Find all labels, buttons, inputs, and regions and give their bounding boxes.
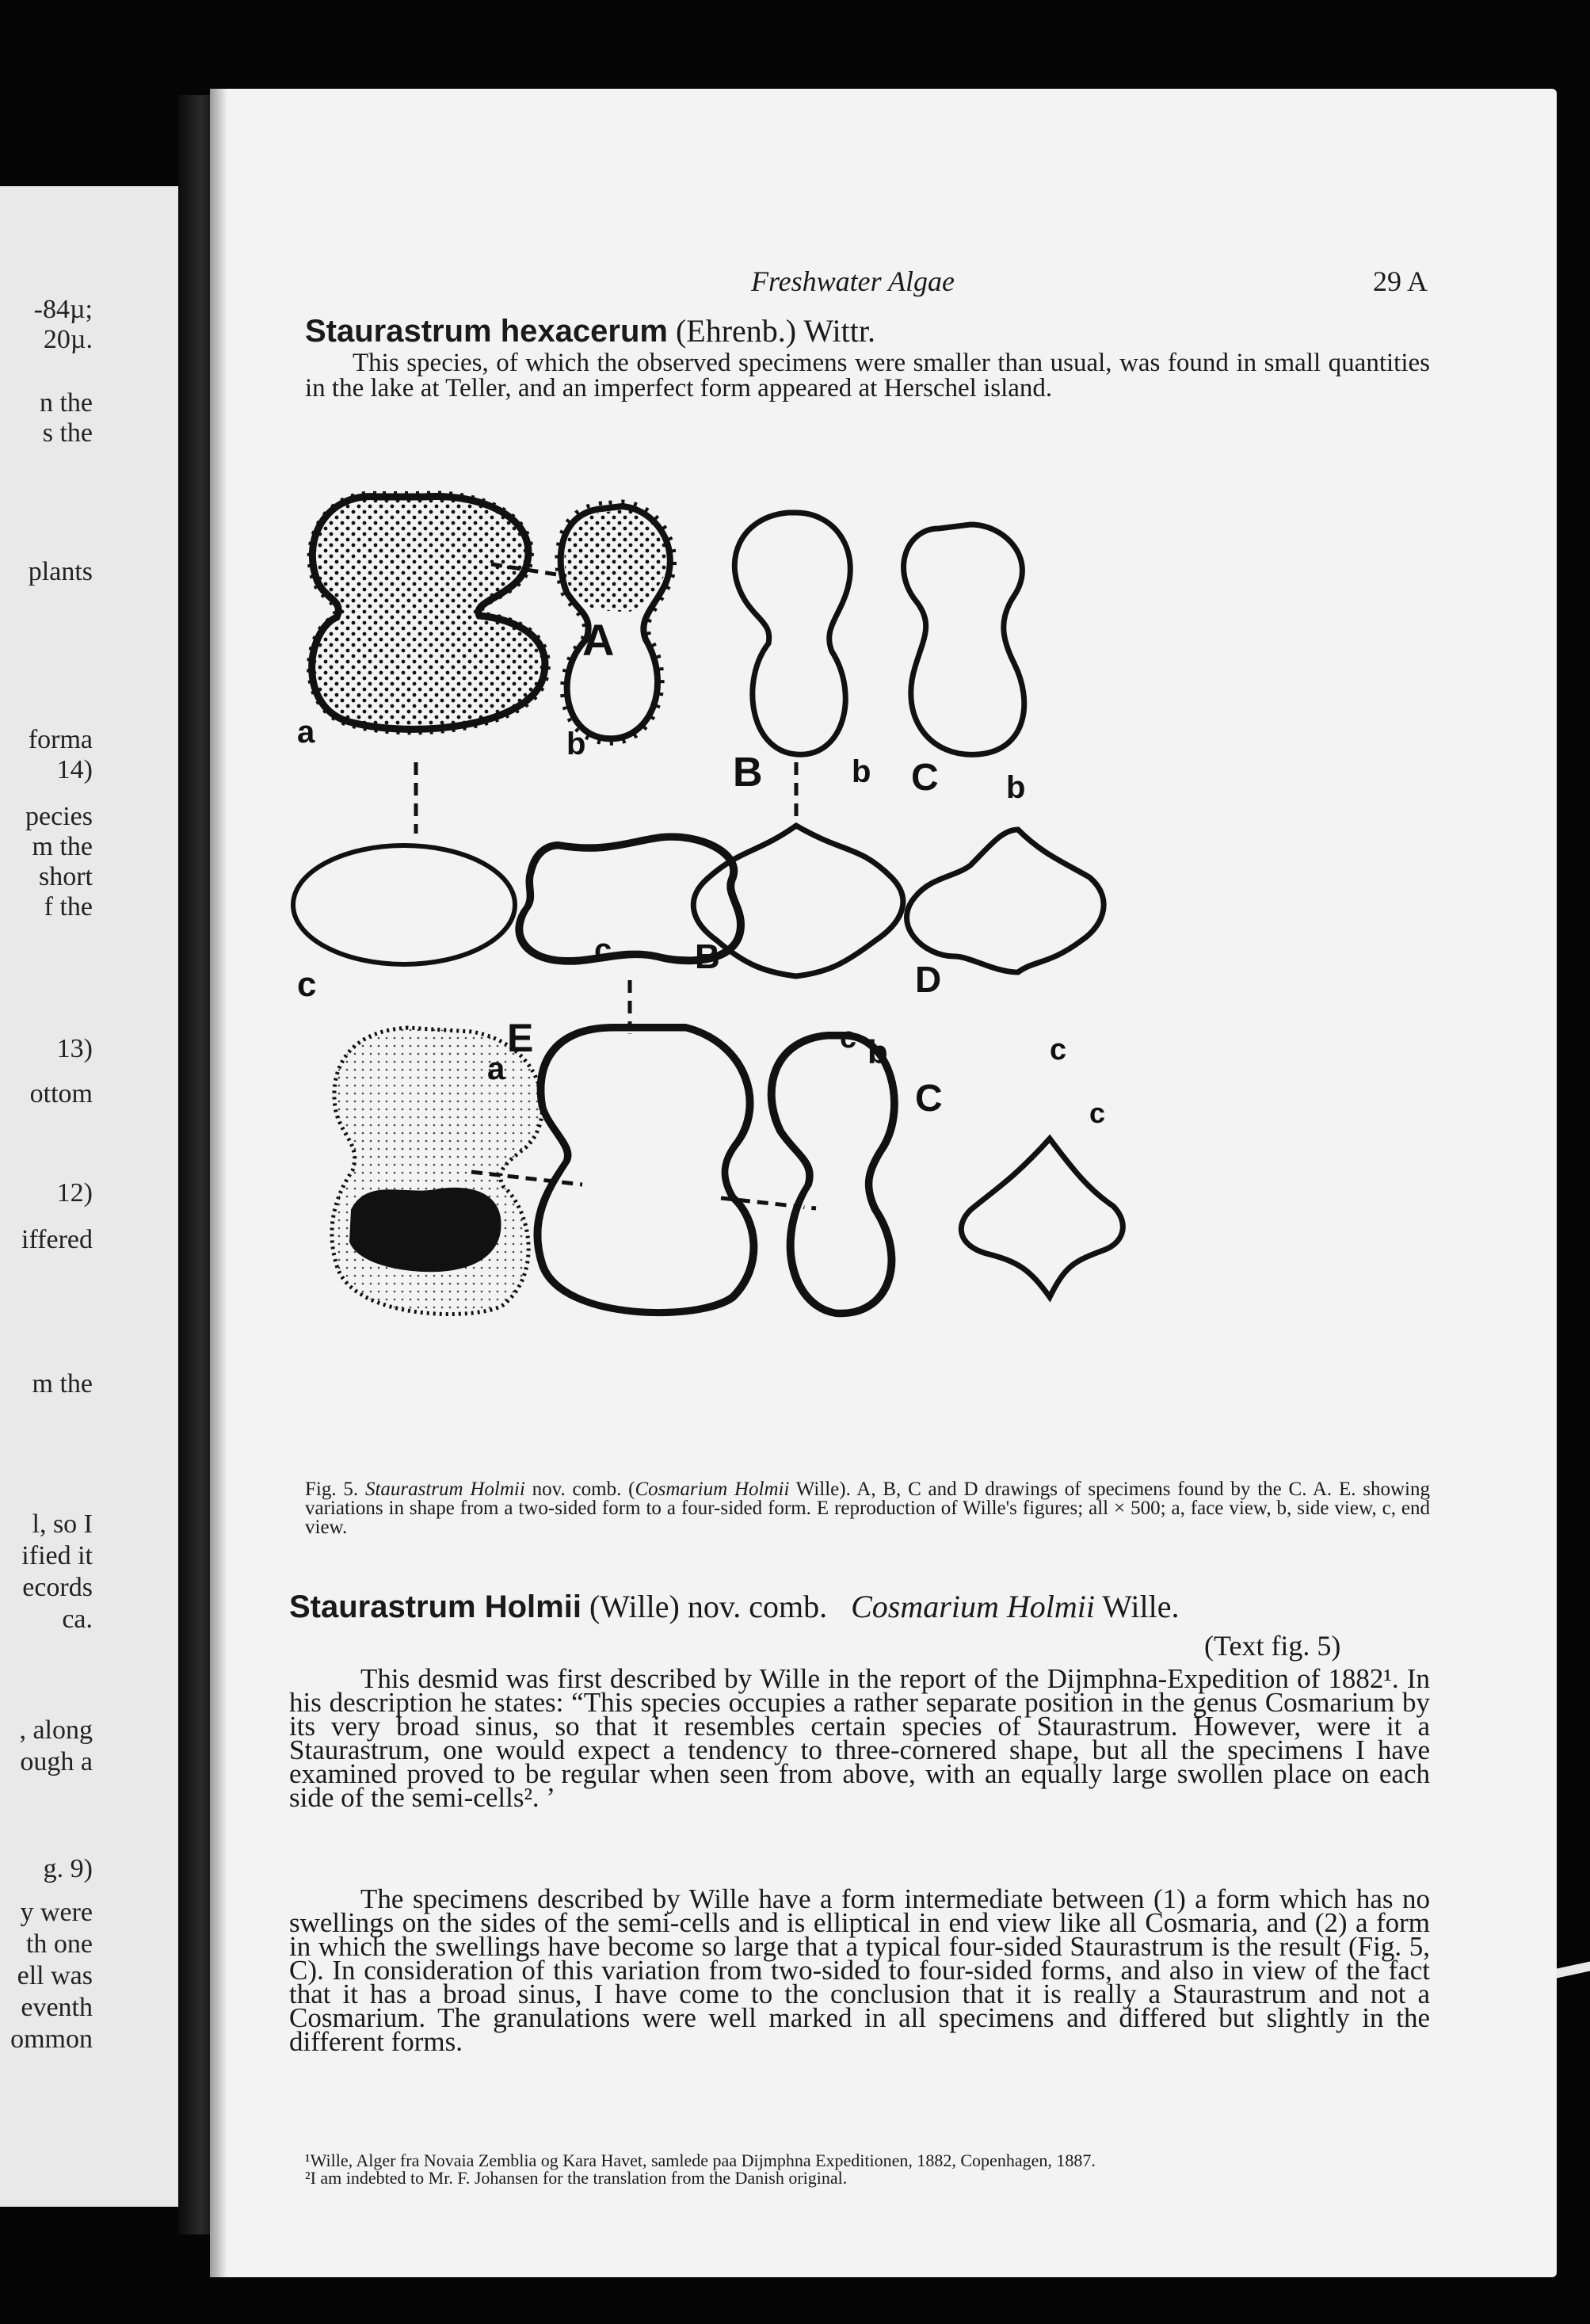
left-page-line: th one [25,1929,93,1959]
footnotes [305,2152,1430,2187]
left-page-line: 12) [56,1178,93,1208]
left-page-line: l, so I [32,1509,93,1539]
label-B-top: B [733,750,763,796]
left-page-line: eventh [21,1993,93,2022]
left-page-line: m the [32,832,93,861]
label-C-bottom: C [915,1078,943,1120]
page-corner-fragment [1557,1962,1590,1979]
left-page-line: 20µ. [43,325,93,354]
label-a: a [297,715,315,750]
label-c-C: c [1089,1097,1106,1129]
label-b-A: b [566,727,586,761]
label-A: A [582,615,615,665]
label-D: D [915,959,942,1000]
left-page-line: ommon [10,2024,93,2054]
left-page-line: pecies [25,802,93,831]
left-page-line: g. 9) [43,1854,93,1883]
left-page-line: ified it [21,1541,93,1570]
book-page [210,89,1557,2277]
footnote-1: ¹Wille, Alger fra Novaia Zemblia og Kara Havet, samlede paa Dijmphna Expeditionen, 1882, Copenhagen, 1887. [305,2150,1096,2170]
desmid-drawings-svg [289,481,1438,1471]
label-b-C: b [1006,770,1026,805]
cell-A-end-view [293,845,515,964]
cell-E-b-side-view [772,1036,894,1313]
caption-species: Staurastrum Holmii [364,1479,525,1500]
page-spine-shadow [210,89,227,2277]
cell-B-side-view [734,513,850,754]
holmii-synonym: Cosmarium Holmii [851,1589,1095,1624]
label-a-E: a [487,1051,505,1086]
species-authority: (Ehrenb.) Wittr. [675,313,875,349]
left-page-line: 13) [56,1034,93,1063]
label-b-B: b [852,754,871,789]
paragraph-discussion: The specimens described by Wille have a form intermediate between (1) a form which has no swellings on the sides of the semi-cells and is elliptical in end view like all Cosmaria, and (2) a form in which the swellings have become so large that a typical four-sided Staurastrum is the result (Fig. 5, C). In consideration of this variation from two-sided to four-sided forms, and also in view of the fact that it has a broad sinus, I have come to the conclusion that it is really a Staurastrum and not a Cosmarium. The granulations were well marked in all specimens and differed but slightly in the different forms. [289,1883,1430,2057]
figure-caption [305,1480,1430,1537]
caption-synonym: Cosmarium Holmii [635,1479,790,1500]
left-page-line: ough a [20,1747,93,1776]
species-name-holmii: Staurastrum Holmii [289,1589,581,1624]
section-heading-hexacerum [305,312,875,349]
left-page-line: short [39,862,93,891]
left-page-line: plants [28,557,93,586]
left-page-line: iffered [21,1225,93,1254]
label-c-E: c [594,933,612,967]
footnote-2: ²I am indebted to Mr. F. Johansen for the translation from the Danish original. [305,2168,848,2188]
paragraph-description: This desmid was first described by Wille in the report of the Dijmphna-Expedition of 1882¹. In his description he states: “This species occupies a rather separate position in the genus Cosmarium by its very broad sinus, so that it resembles certain species of Staurastrum. However, were it a Staurastrum, one would expect a tendency to three-cornered shape, but all the specimens I have examined proved to be regular when seen from above, with an equally large swollen place on each side of the semi-cells². ’ [289,1663,1430,1813]
left-page-line: ell was [17,1961,93,1990]
cell-A-face-view [312,496,545,729]
hexacerum-paragraph: This species, of which the observed specimens were smaller than usual, was found in small quantities in the lake at Teller, and an imperfect form appeared at Herschel island. [305,349,1430,403]
left-page-line: f the [44,892,93,922]
left-page-fragment [0,186,178,2207]
text-fig-reference: (Text fig. 5) [1204,1630,1341,1662]
label-E: E [507,1016,534,1060]
label-B-mid: B [695,937,720,976]
cell-D-end-view [907,830,1104,972]
label-C-top: C [911,757,939,799]
running-title: Freshwater Algae [751,265,955,297]
left-page-line: y were [20,1898,93,1927]
section-heading-holmii [289,1588,1430,1625]
left-page-line: s the [42,418,93,448]
left-page-line: ca. [62,1605,93,1634]
holmii-authority: (Wille) nov. comb. [589,1589,828,1624]
left-page-line: forma [28,725,93,754]
left-page-line: n the [39,388,93,418]
species-name: Staurastrum hexacerum [305,314,668,349]
cell-C-end-view [961,1139,1123,1297]
left-page-line: ecords [22,1573,93,1602]
left-page-line: 14) [56,755,93,784]
caption-mid: nov. comb. ( [532,1479,635,1500]
cell-C-side-view [904,525,1024,754]
page-number: 29 A [1373,265,1428,297]
caption-prefix: Fig. 5. [305,1479,359,1500]
figure-5-drawings [289,481,1438,1471]
left-page-line: m the [32,1369,93,1399]
left-page-line: ottom [29,1079,93,1109]
left-page-line: -84µ; [33,295,93,324]
label-c-A: c [297,965,317,1004]
label-c-D: c [1050,1033,1067,1067]
holmii-synonym-author: Wille. [1102,1589,1180,1624]
caption-rest: Wille). A, B, C and D drawings of specimens found by the C. A. E. showing variations in shape from a two-sided form to a four-sided form. E reproduction of Wille's figures; all × 500; a, face view, b, side view, c, end view. [305,1479,1431,1538]
left-page-line: , along [19,1715,93,1745]
label-b-E: b [867,1033,888,1070]
label-c-B: c [840,1021,857,1055]
